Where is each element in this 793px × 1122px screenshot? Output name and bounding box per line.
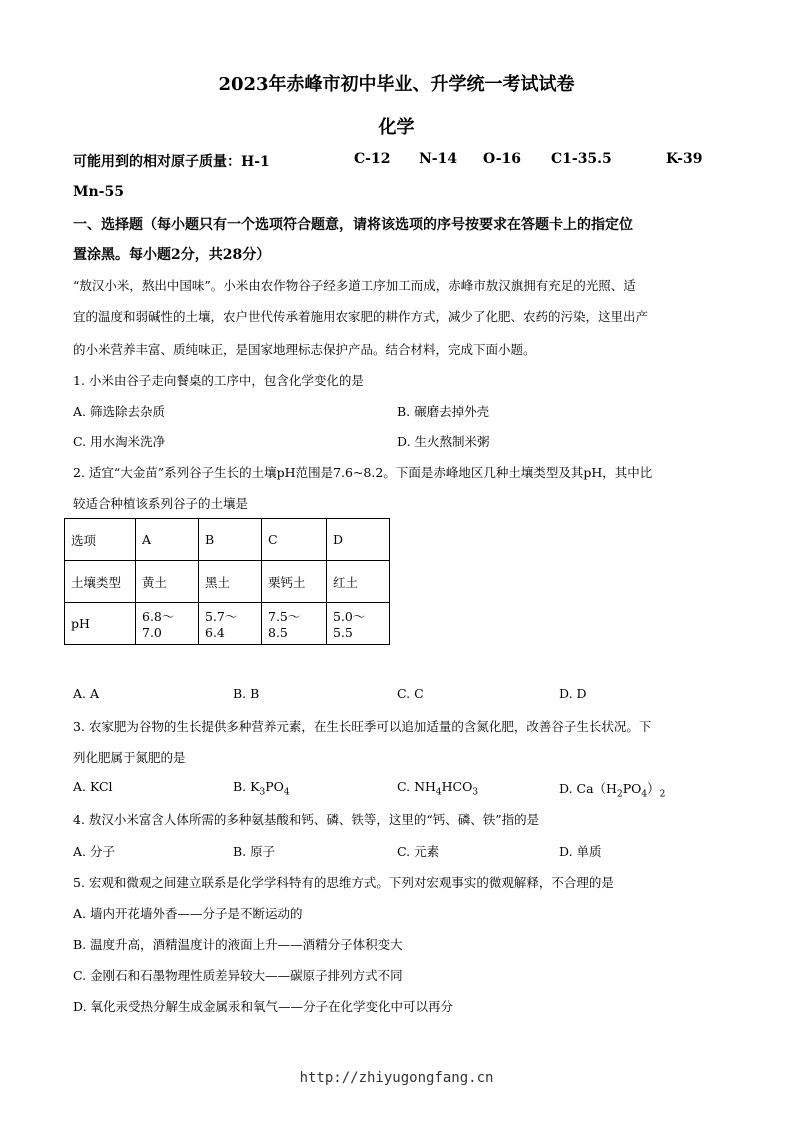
q3-stem-line2: 列化肥属于氮肥的是 xyxy=(73,750,186,765)
table-cell: pH xyxy=(65,603,136,645)
mass-h: H-1 xyxy=(241,154,270,170)
q4-option-d: D. 单质 xyxy=(559,844,602,859)
q2-option-c: C. C xyxy=(397,686,424,701)
table-cell: 选项 xyxy=(65,519,136,561)
table-cell: 5.0～5.5 xyxy=(327,603,390,645)
q1-option-d: D. 生火熬制米粥 xyxy=(397,434,490,449)
mass-k: K-39 xyxy=(666,151,703,167)
q2-stem-line2: 较适合种植该系列谷子的土壤是 xyxy=(73,496,249,511)
q2-stem-line1: 2. 适宜“大金苗”系列谷子生长的土壤pH范围是7.6~8.2。下面是赤峰地区几种土壤类型及其pH，其中比 xyxy=(73,465,653,480)
q5-stem: 5. 宏观和微观之间建立联系是化学学科特有的思维方式。下列对宏观事实的微观解释，不合理的是 xyxy=(73,875,614,890)
q4-option-a: A. 分子 xyxy=(73,844,115,859)
q3-c-sub: 3 xyxy=(472,787,479,798)
mass-o: O-16 xyxy=(483,151,522,167)
table-cell: 黄土 xyxy=(136,561,199,603)
q1-option-c: C. 用水淘米洗净 xyxy=(73,434,166,449)
mass-cl: C1-35.5 xyxy=(551,151,612,167)
q3-option-c xyxy=(397,779,478,798)
q3-c-text: HCO xyxy=(441,779,473,794)
q4-option-c: C. 元素 xyxy=(397,844,440,859)
table-cell: 7.5～8.5 xyxy=(262,603,327,645)
subject-title: 化学 xyxy=(378,117,415,138)
table-cell: 6.8～7.0 xyxy=(136,603,199,645)
q2-option-a: A. A xyxy=(73,686,100,701)
q1-option-a: A. 筛选除去杂质 xyxy=(73,404,165,419)
table-cell: B xyxy=(199,519,262,561)
q3-d-text: ） xyxy=(647,781,660,796)
table-cell: A xyxy=(136,519,199,561)
q3-c-text: C. NH xyxy=(397,779,436,794)
table-row xyxy=(65,561,390,603)
section-heading-line1: 一、选择题（每小题只有一个选项符合题意，请将该选项的序号按要求在答题卡上的指定位 xyxy=(73,217,633,233)
table-cell: 土壤类型 xyxy=(65,561,136,603)
table-row xyxy=(65,519,390,561)
table-cell: 红土 xyxy=(327,561,390,603)
q5-option-d: D. 氧化汞受热分解生成金属汞和氧气——分子在化学变化中可以再分 xyxy=(73,999,454,1014)
q1-stem: 1. 小米由谷子走向餐桌的工序中，包含化学变化的是 xyxy=(73,373,364,388)
section-heading-line2: 置涂黑。每小题2分，共28分） xyxy=(73,247,271,263)
table-cell: D xyxy=(327,519,390,561)
atomic-mass-label xyxy=(73,151,270,171)
q3-b-sub: 4 xyxy=(283,787,290,798)
q5-option-b: B. 温度升高，酒精温度计的液面上升——酒精分子体积变大 xyxy=(73,937,403,952)
q3-d-sub: 4 xyxy=(641,789,648,800)
q2-option-d: D. D xyxy=(559,686,587,701)
atomic-mass-label-text: 可能用到的相对原子质量： xyxy=(73,154,241,170)
q5-option-a: A. 墙内开花墙外香——分子是不断运动的 xyxy=(73,906,303,921)
q3-option-a: A. KCl xyxy=(73,779,113,794)
intro-line3: 的小米营养丰富、质纯味正，是国家地理标志保护产品。结合材料，完成下面小题。 xyxy=(73,342,536,357)
table-cell: C xyxy=(262,519,327,561)
q3-b-text: PO xyxy=(265,779,284,794)
q3-b-text: B. K xyxy=(233,779,260,794)
q3-c-sub: 4 xyxy=(435,787,442,798)
table-cell: 栗钙土 xyxy=(262,561,327,603)
intro-line2: 宜的温度和弱碱性的土壤，农户世代传承着施用农家肥的耕作方式，减少了化肥、农药的污染，这里出产 xyxy=(73,309,649,324)
soil-ph-table xyxy=(64,518,390,645)
mass-mn: Mn-55 xyxy=(73,184,124,200)
q3-option-d xyxy=(559,779,665,800)
mass-c: C-12 xyxy=(354,151,391,167)
q5-option-c: C. 金刚石和石墨物理性质差异较大——碳原子排列方式不同 xyxy=(73,968,403,983)
q3-option-b xyxy=(233,779,290,798)
table-cell: 黑土 xyxy=(199,561,262,603)
q3-b-sub: 3 xyxy=(259,787,266,798)
footer-url[interactable]: http://zhiyugongfang.cn xyxy=(299,1070,494,1086)
table-cell: 5.7～6.4 xyxy=(199,603,262,645)
q2-option-b: B. B xyxy=(233,686,260,701)
q4-stem: 4. 敖汉小米富含人体所需的多种氨基酸和钙、磷、铁等，这里的“钙、磷、铁”指的是 xyxy=(73,812,540,827)
q3-d-text: PO xyxy=(622,781,642,796)
q3-d-sub: 2 xyxy=(616,789,623,800)
mass-n: N-14 xyxy=(419,151,458,167)
q1-option-b: B. 碾磨去掉外壳 xyxy=(397,404,490,419)
intro-line1: “敖汉小米，熬出中国味”。小米由农作物谷子经多道工序加工而成，赤峰市敖汉旗拥有充足的光照、适 xyxy=(73,278,636,293)
q4-option-b: B. 原子 xyxy=(233,844,276,859)
q3-d-sub: 2 xyxy=(659,789,666,800)
q3-stem-line1: 3. 农家肥为谷物的生长提供多种营养元素，在生长旺季可以追加适量的含氮化肥，改善谷子生长状况。下 xyxy=(73,719,652,734)
table-row xyxy=(65,603,390,645)
q3-d-text: D. Ca（H xyxy=(559,781,617,796)
exam-title: 2023年赤峰市初中毕业、升学统一考试试卷 xyxy=(218,74,575,95)
